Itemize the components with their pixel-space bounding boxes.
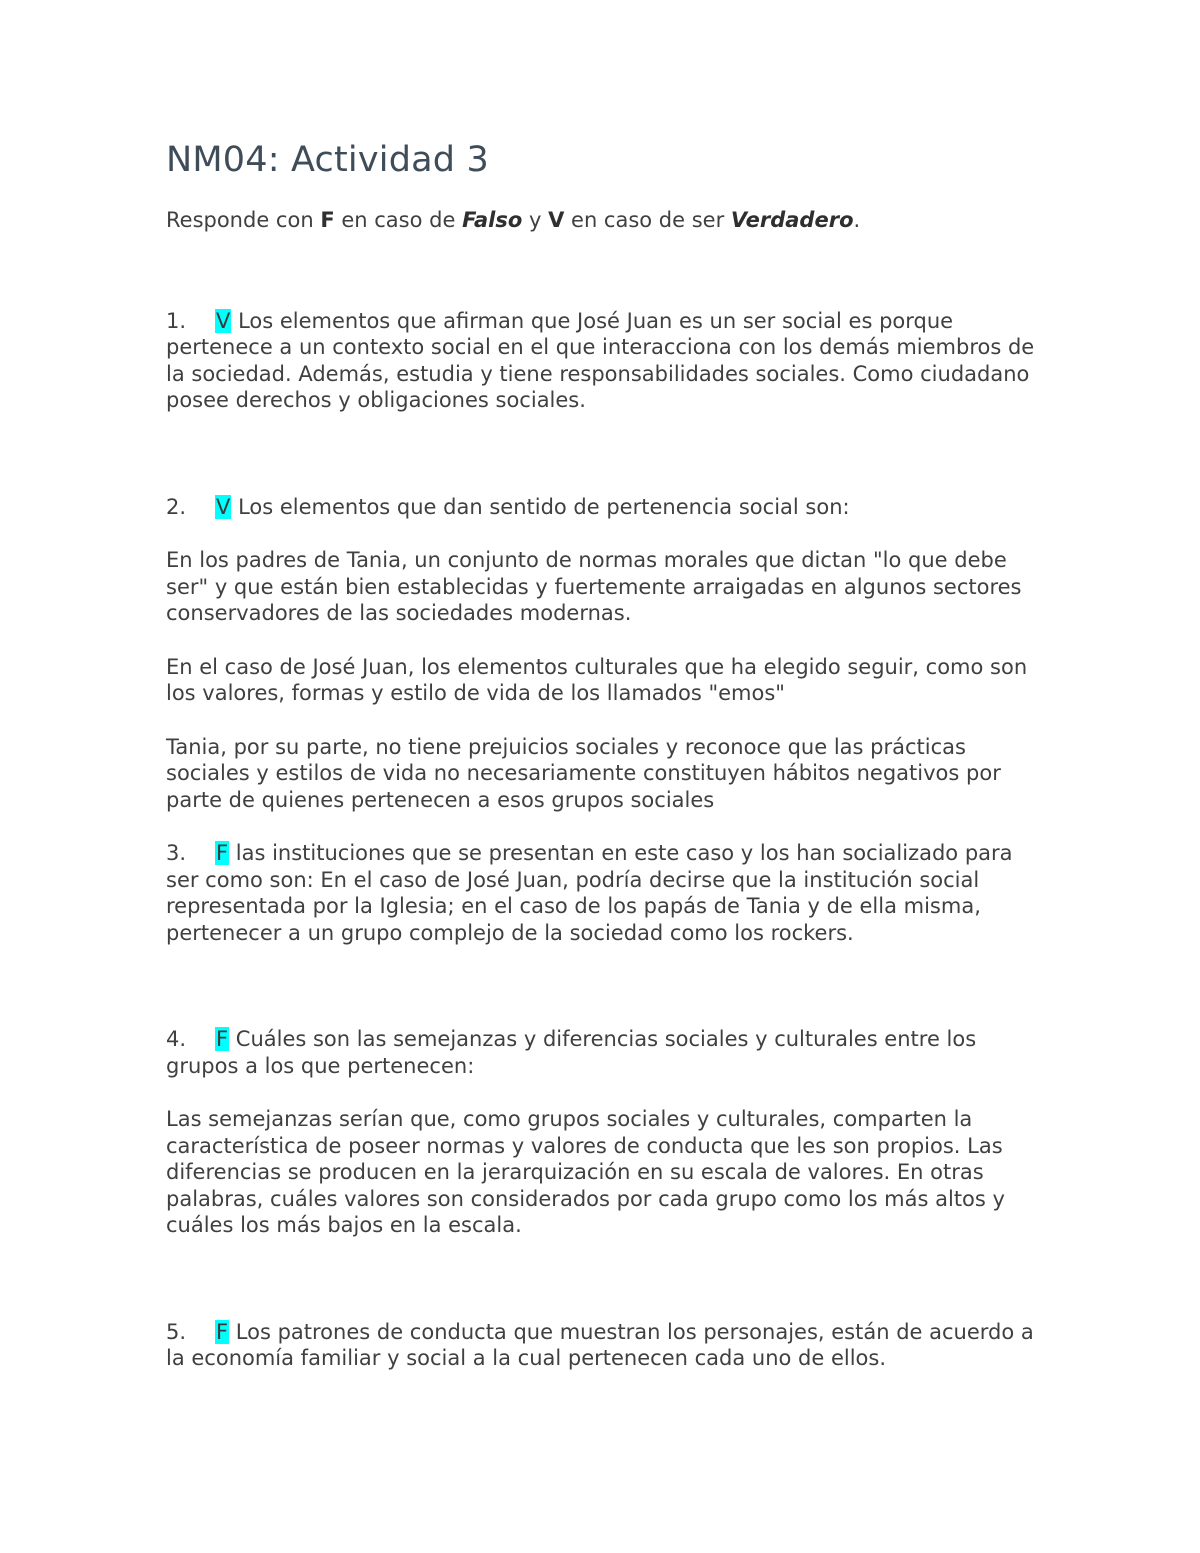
question-number: 5. <box>166 1319 187 1344</box>
instructions-v: V <box>548 208 565 232</box>
instructions: Responde con F en caso de Falso y V en caso de ser Verdadero. <box>166 208 861 232</box>
question-5 <box>166 1319 1040 1372</box>
answer-highlight: F <box>216 1027 229 1051</box>
answer-paragraph: En los padres de Tania, un conjunto de normas morales que dictan "lo que debe ser" y que están bien establecidas y fuertemente arraigadas en algunos sectores conservadores de las sociedades modernas. <box>166 548 1022 625</box>
question-text: Cuáles son las semejanzas y diferencias sociales y culturales entre los grupos a los que pertenecen: <box>166 1027 977 1078</box>
question-text: las instituciones que se presentan en este caso y los han socializado para ser como son: En el caso de José Juan, podría decirse que la institución social representada por la Iglesia; en el caso de los papás de Tania y de ella misma, pertenecer a un grupo complejo de la sociedad como los rockers. <box>166 841 1013 945</box>
answer-highlight: V <box>216 308 231 333</box>
answer-highlight: V <box>216 494 231 519</box>
question-text: Los patrones de conducta que muestran los personajes, están de acuerdo a la economía familiar y social a la cual pertenecen cada uno de ellos. <box>166 1319 1034 1370</box>
answer-paragraph: Las semejanzas serían que, como grupos sociales y culturales, comparten la característica de poseer normas y valores de conducta que les son propios. Las diferencias se producen en la jerarquización en su escala de valores. En otras palabras, cuáles valores son considerados por cada grupo como los más altos y cuáles los más bajos en la escala. <box>166 1107 1005 1237</box>
answer-paragraph: Tania, por su parte, no tiene prejuicios sociales y reconoce que las prácticas sociales y estilos de vida no necesariamente constituyen hábitos negativos por parte de quienes pertenecen a esos grupos sociales <box>166 734 1001 812</box>
question-text: Los elementos que dan sentido de pertenencia social son: <box>238 494 850 519</box>
question-text: Los elementos que afirman que José Juan es un ser social es porque pertenece a un contexto social en el que interacciona con los demás miembros de la sociedad. Además, estudia y tiene responsabilidades sociales. Como ciudadano posee derechos y obligaciones sociales. <box>166 308 1035 412</box>
instructions-f: F <box>320 208 335 232</box>
answer-paragraph: En el caso de José Juan, los elementos culturales que ha elegido seguir, como son los valores, formas y estilo de vida de los llamados "emos" <box>166 654 1028 705</box>
answer-highlight: F <box>216 1319 229 1344</box>
question-3 <box>166 840 1040 946</box>
question-4 <box>166 1026 1040 1079</box>
question-2 <box>166 494 1040 521</box>
answer-highlight: F <box>216 841 229 865</box>
question-number: 4. <box>166 1027 187 1051</box>
instructions-falso: Falso <box>462 208 523 232</box>
question-number: 3. <box>166 841 187 865</box>
question-1 <box>166 308 1040 414</box>
instructions-verdadero: Verdadero <box>730 208 854 232</box>
page-title: NM04: Actividad 3 <box>166 140 489 180</box>
question-number: 2. <box>166 494 187 519</box>
question-number: 1. <box>166 308 187 333</box>
